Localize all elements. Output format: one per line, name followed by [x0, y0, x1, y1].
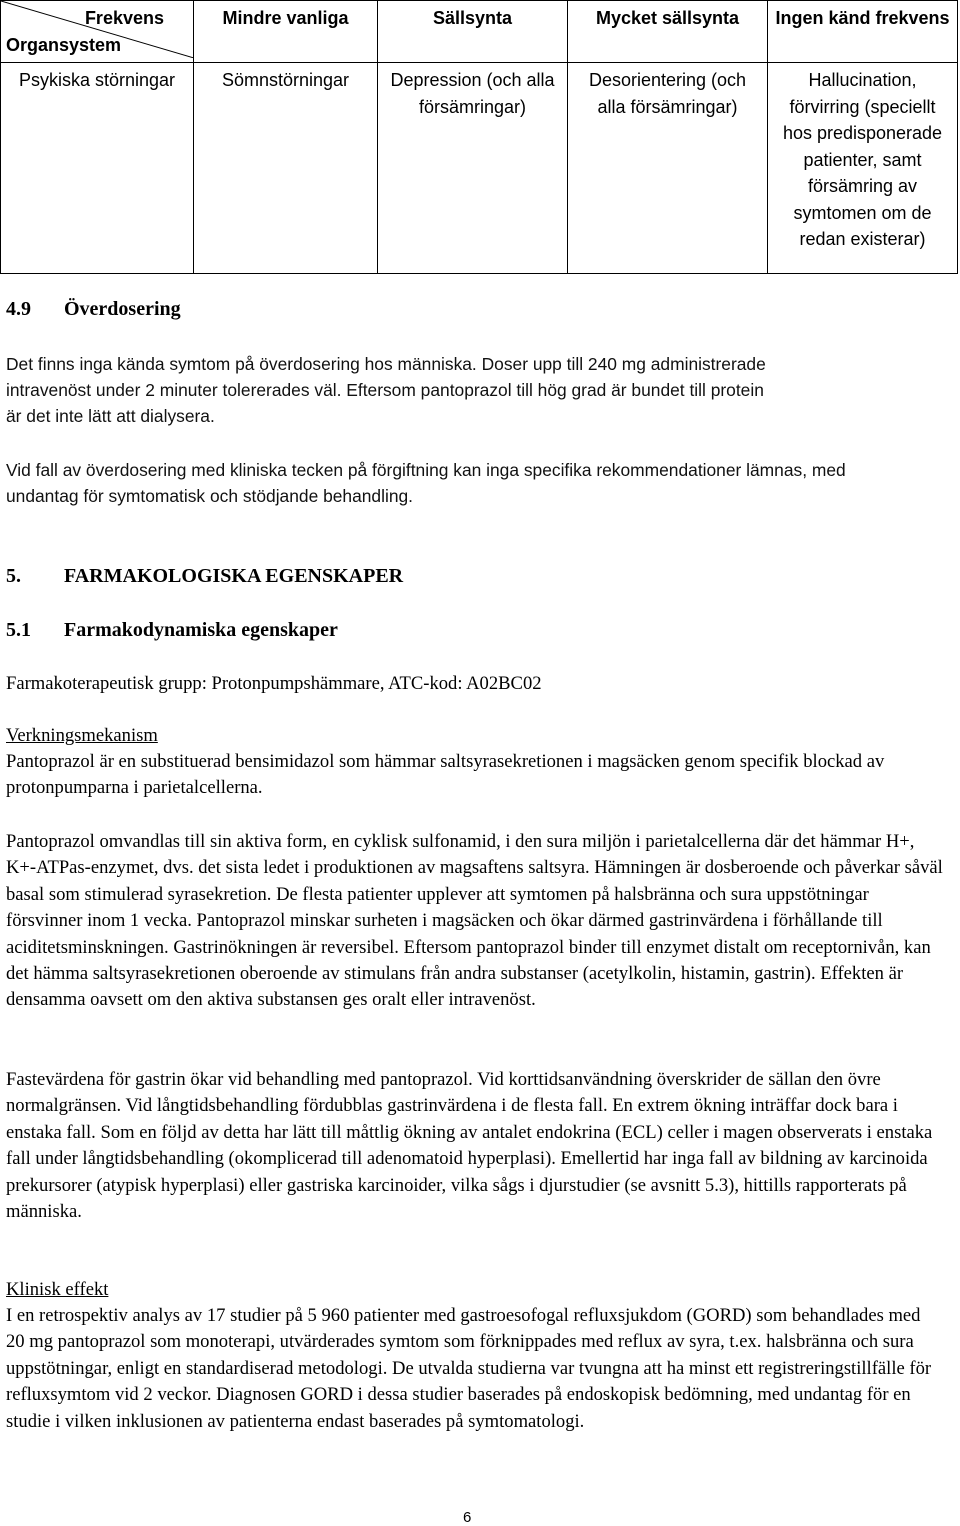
- cell-unknown-frequency: Hallucination, förvirring (speciellt hos predisponerade patienter, samt försämring av symtomen om de redan existerar): [768, 63, 958, 274]
- cell-rare: Depression (och alla försämringar): [378, 63, 568, 274]
- header-very-rare: Mycket sällsynta: [568, 1, 768, 63]
- adverse-reactions-table: [0, 0, 958, 274]
- gastrin-paragraph: Fastevärdena för gastrin ökar vid behandling med pantoprazol. Vid korttidsanvändning överskrider de sällan den övre normalgränsen. Vid långtidsbehandling fördubblas gastrinvärdena i de flesta fall. En extrem ökning inträffar dock bara i enstaka fall. Som en följd av detta har lätt till måttlig ökning av antalet endokrina (ECL) celler i magen observerats i enstaka fall under långtidsbehandling (okomplicerad till adenomatoid hyperplasi). Emellertid har inga fall av bildning av karcinoida prekursorer (atypisk hyperplasi) eller gastriska karcinoider, vilka sågs i djurstudier (se avsnitt 5.3), hittills rapporterats på människa.: [6, 1069, 933, 1223]
- section-4-9-heading: [6, 296, 181, 322]
- header-unknown-frequency: Ingen känd frekvens: [768, 1, 958, 63]
- mechanism-text: Pantoprazol är en substituerad bensimidazol som hämmar saltsyrasekretionen i magsäcken genom specifik blockad av protonpumparna i parietalcellerna.: [6, 751, 885, 799]
- table-header-row: [1, 1, 958, 63]
- clinical-effect-heading: Klinisk effekt: [6, 1279, 109, 1300]
- header-rare: Sällsynta: [378, 1, 568, 63]
- corner-label-organ-system: Organsystem: [6, 35, 122, 55]
- section-5-1-heading: [6, 617, 338, 643]
- corner-label-frequency: Frekvens: [84, 8, 164, 28]
- section-title: Överdosering: [64, 298, 181, 320]
- mechanism-paragraph-2: Pantoprazol omvandlas till sin aktiva form, en cyklisk sulfonamid, i den sura miljön i parietalcellerna där det hämmar H+, K+-ATPas-enzymet, dvs. det sista ledet i produktionen av magsaftens saltsyra. Hämningen är dosberoende och påverkar såväl basal som stimulerad syrasekretion. De flesta patienter upplever att symtomen på halsbränna och sura uppstötningar försvinner inom 1 vecka. Pantoprazol minskar surheten i magsäcken och ökar därmed gastrinvärdena i förhållande till aciditetsminskningen. Gastrinökningen är reversibel. Eftersom pantoprazol binder till enzymet distalt om receptornivån, kan det hämma saltsyrasekretionen oberoende av stimulans från andra substanser (acetylkolin, histamin, gastrin). Effekten är densamma oavsett om den aktiva substansen ges oralt eller intravenöst.: [6, 831, 943, 1011]
- section-number: 5.1: [6, 619, 31, 641]
- cell-very-rare: Desorientering (och alla försämringar): [568, 63, 768, 274]
- mechanism-heading: Verkningsmekanism: [6, 725, 158, 746]
- organ-system-cell: Psykiska störningar: [1, 63, 194, 274]
- overdose-paragraph-2: Vid fall av överdosering med kliniska tecken på förgiftning kan inga specifika rekommendationer lämnas, med undantag för symtomatisk och stödjande behandling.: [6, 460, 846, 506]
- page-number: 6: [463, 1509, 472, 1526]
- section-number: 5.: [6, 565, 21, 587]
- header-uncommon: Mindre vanliga: [194, 1, 378, 63]
- pharmacotherapeutic-group: Farmakoterapeutisk grupp: Protonpumpshämmare, ATC-kod: A02BC02: [6, 673, 542, 694]
- table-corner-cell: [1, 1, 194, 63]
- overdose-paragraph-1: Det finns inga kända symtom på överdosering hos människa. Doser upp till 240 mg administrerade intravenöst under 2 minuter tolererades väl. Eftersom pantoprazol till hög grad är bundet till protein är det inte lätt att dialysera.: [6, 354, 766, 426]
- section-title: Farmakodynamiska egenskaper: [64, 619, 338, 641]
- section-title: FARMAKOLOGISKA EGENSKAPER: [64, 565, 404, 587]
- cell-uncommon: Sömnstörningar: [194, 63, 378, 274]
- table-row: [1, 63, 958, 274]
- section-number: 4.9: [6, 298, 31, 320]
- section-5-heading: [6, 563, 403, 589]
- clinical-effect-text: I en retrospektiv analys av 17 studier på 5 960 patienter med gastroesofogal refluxsjukdom (GORD) som behandlades med 20 mg pantoprazol som monoterapi, utvärderades symtom som förknippades med reflux av syra, t.ex. halsbränna och sura uppstötningar, enligt en standardiserad metodologi. De utvalda studierna var tvungna att ha minst ett registreringstillfälle för refluxsymtom vid 2 veckor. Diagnosen GORD i dessa studier baserades på endoskopisk bedömning, med undantag för en studie i vilken inklusionen av patienterna endast baserades på symtomatologi.: [6, 1305, 932, 1432]
